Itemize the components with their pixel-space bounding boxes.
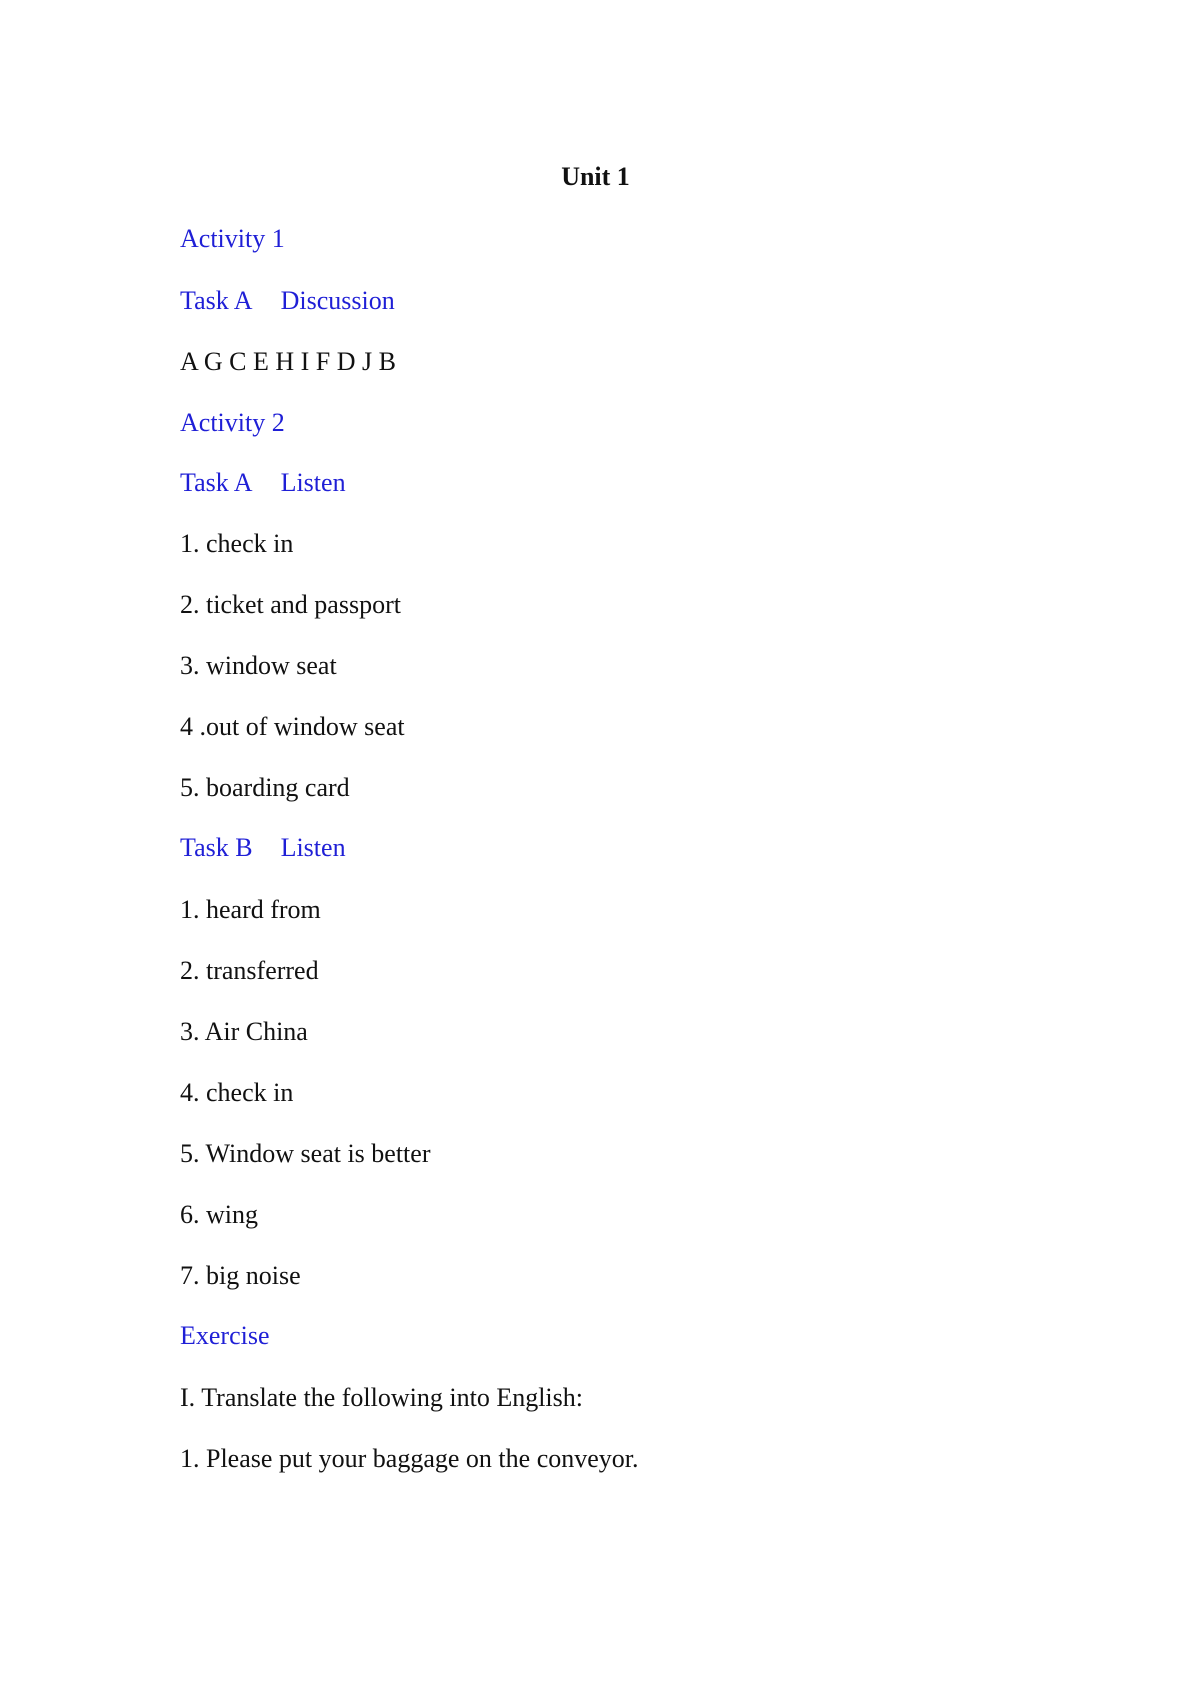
exercise-heading: Exercise xyxy=(180,1321,270,1350)
activity-2-task-a-heading xyxy=(180,466,346,500)
activity-2-heading: Activity 2 xyxy=(180,408,285,437)
list-item: 5. Window seat is better xyxy=(180,1139,431,1168)
discussion-answer: A G C E H I F D J B xyxy=(180,347,396,376)
task-label: Task B xyxy=(180,833,253,862)
list-item: 1. Please put your baggage on the conveyor. xyxy=(180,1444,639,1473)
list-item: 6. wing xyxy=(180,1200,258,1229)
activity-1-task-a-heading xyxy=(180,284,395,318)
task-name: Listen xyxy=(280,833,346,862)
task-label: Task A xyxy=(180,286,253,315)
list-item: 3. Air China xyxy=(180,1017,308,1046)
list-item: 2. transferred xyxy=(180,956,319,985)
list-item: 4 .out of window seat xyxy=(180,712,405,741)
page-title: Unit 1 xyxy=(561,162,630,191)
list-item: 1. heard from xyxy=(180,895,321,924)
task-label: Task A xyxy=(180,468,253,497)
activity-2-task-b-heading xyxy=(180,831,346,865)
list-item: 4. check in xyxy=(180,1078,294,1107)
list-item: 5. boarding card xyxy=(180,773,350,802)
activity-1-heading: Activity 1 xyxy=(180,224,285,253)
list-item: 7. big noise xyxy=(180,1261,301,1290)
list-item: 3. window seat xyxy=(180,651,337,680)
exercise-instruction: I. Translate the following into English: xyxy=(180,1383,583,1412)
list-item: 2. ticket and passport xyxy=(180,590,401,619)
task-name: Listen xyxy=(280,468,346,497)
list-item: 1. check in xyxy=(180,529,294,558)
task-name: Discussion xyxy=(280,286,395,315)
